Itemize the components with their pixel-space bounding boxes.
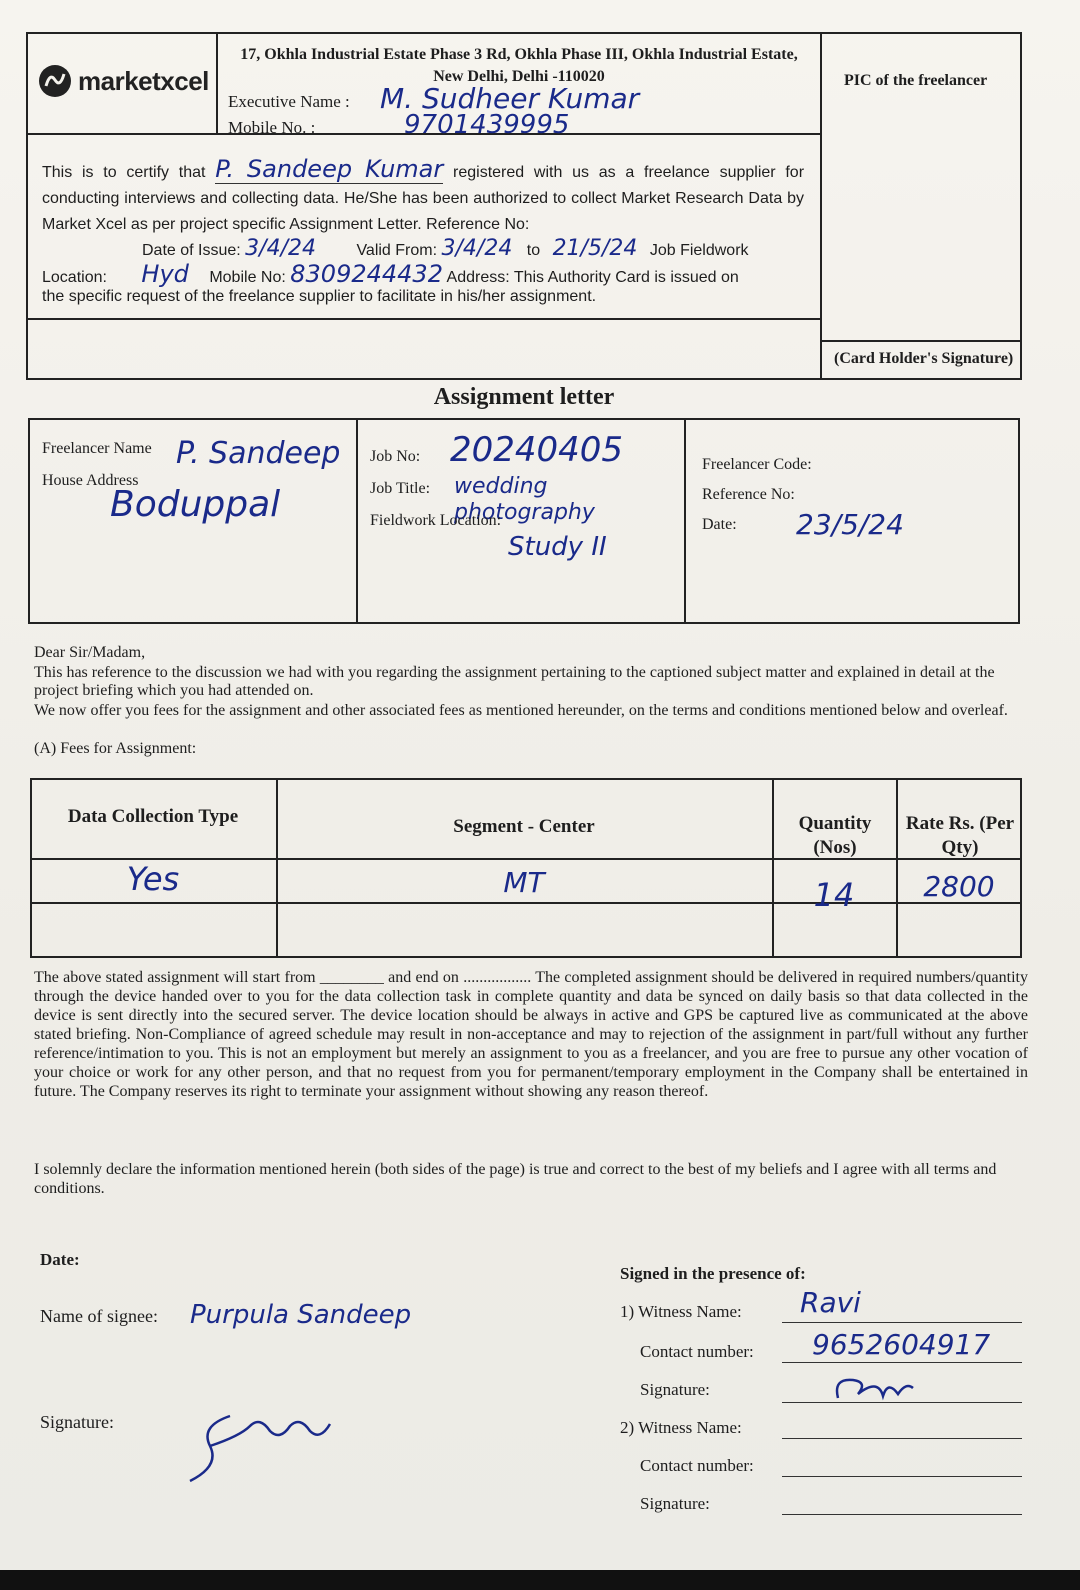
job-no-value: 20240405 — [450, 430, 624, 470]
location-line — [42, 260, 804, 288]
valid-from-label: Valid From: — [356, 242, 438, 259]
witness2-name-label: 2) Witness Name: — [620, 1418, 742, 1437]
signature1-label: Signature: — [640, 1380, 710, 1399]
issue-line — [42, 236, 804, 261]
job-fieldwork-text: Job Fieldwork — [649, 242, 749, 259]
address-suffix: Address: This Authority Card is issued on — [446, 269, 739, 286]
job-no-label: Job No: — [370, 448, 421, 465]
location-value: Hyd — [141, 260, 189, 288]
freelancer-name-label: Freelancer Name — [42, 440, 152, 457]
freelancer-code-label: Freelancer Code: — [702, 456, 812, 473]
freelancer-name-value: P. Sandeep — [176, 436, 341, 471]
fees-row1-quantity: 14 — [813, 876, 855, 914]
assignment-heading: Assignment letter — [433, 384, 615, 410]
mobile2-value: 8309244432 — [290, 260, 443, 288]
valid-from-value: 3/4/24 — [441, 236, 513, 261]
certify-text: registered with us as a freelance supplier for conducting interviews and collecting data. He/She has been authorized to collect Market Research Data by Market Xcel as per project specific Assignment Letter. Reference No: — [42, 164, 805, 233]
request-line: the specific request of the freelance supplier to facilitate in his/her assignment. — [42, 288, 597, 305]
date-issue-label: Date of Issue: — [142, 242, 241, 259]
mobile-no-value: 9701439995 — [404, 110, 570, 140]
fees-header-quantity: Quantity (Nos) — [798, 813, 872, 858]
signee-date-label: Date: — [40, 1250, 80, 1269]
witness1-name-label: 1) Witness Name: — [620, 1302, 742, 1321]
witness1-name-value: Ravi — [800, 1286, 861, 1319]
executive-name-label: Executive Name : — [228, 92, 350, 111]
fees-row1-type: Yes — [126, 860, 180, 898]
salutation: Dear Sir/Madam, — [34, 644, 146, 661]
reference-no-label: Reference No: — [702, 486, 795, 503]
fieldwork-location-label: Fieldwork Location: — [370, 512, 502, 529]
valid-to-value: 21/5/24 — [552, 236, 638, 261]
letter-para-2: We now offer you fees for the assignment and other associated fees as mentioned hereunder, on the terms and conditions mentioned below and overleaf. — [34, 702, 1008, 719]
job-title-label: Job Title: — [370, 480, 431, 497]
mobile2-label: Mobile No: — [209, 269, 286, 286]
fees-header-rate: Rate Rs. (Per Qty) — [905, 813, 1015, 858]
witness1-signature-mark — [828, 1368, 918, 1408]
contact1-label: Contact number: — [640, 1342, 754, 1361]
signee-signature-mark — [180, 1396, 350, 1486]
card-holder-signature-label: (Card Holder's Signature) — [834, 350, 1014, 367]
executive-name-value: M. Sudheer Kumar — [380, 82, 640, 115]
marketxcel-logo — [38, 64, 210, 100]
house-address-label: House Address — [42, 472, 139, 489]
scan-edge-shadow — [0, 1570, 1080, 1590]
contact2-label: Contact number: — [640, 1456, 754, 1475]
date-label: Date: — [702, 516, 737, 533]
valid-to-label: to — [526, 242, 541, 259]
fees-heading: (A) Fees for Assignment: — [34, 740, 197, 757]
fees-row1-segment: MT — [503, 866, 545, 899]
certify-paragraph — [42, 156, 804, 238]
pic-label: PIC of the freelancer — [844, 72, 988, 89]
date-value: 23/5/24 — [796, 508, 904, 541]
fees-header-type: Data Collection Type — [67, 806, 239, 827]
letter-para-1: This has reference to the discussion we had with you regarding the assignment pertaining to the captioned subject matter and explained in detail at the project briefing which you had attended on. — [34, 664, 995, 699]
mobile-no-label: Mobile No. : — [228, 118, 316, 137]
job-title-value: wedding photography — [454, 474, 595, 525]
date-issue-value: 3/4/24 — [245, 236, 316, 261]
logo-text: marketxcel — [78, 66, 209, 96]
terms-paragraph: The above stated assignment will start from ________ and end on ................. The completed assignment should be delivered in required numbers/quantity through the device handed over to you for the data collection task in complete quantity and data be synced on daily basis so that data collected in the device is sent directly into the secured server. The device location should be always in active and GPS be captured live as communicated at the above stated briefing. Non-Compliance of agreed schedule may result in non-acceptance and may to rejection of the assignment in part/full without any further reference/intimation to you. This is not an employment but merely an assignment to you as a freelancer, and you are free to pursue any other vocation of your choice or work for any other person, and that no request from you for permanent/temporary employment in the Company shall be entertained in future. The Company reserves its right to terminate your assignment without showing any reason thereof. — [34, 969, 1028, 1100]
declaration: I solemnly declare the information mentioned herein (both sides of the page) is true and correct to the best of my beliefs and I agree with all terms and conditions. — [34, 1161, 997, 1197]
company-address: 17, Okhla Industrial Estate Phase 3 Rd, Okhla Phase III, Okhla Industrial Estate, New Delhi, Delhi -110020 — [240, 46, 798, 85]
signee-name-label: Name of signee: — [40, 1306, 158, 1326]
signee-signature-label: Signature: — [40, 1412, 114, 1432]
presence-label: Signed in the presence of: — [620, 1264, 806, 1283]
contact1-value: 9652604917 — [812, 1328, 991, 1361]
certify-intro: This is to certify that — [42, 164, 206, 181]
signee-name-value: Purpula Sandeep — [190, 1300, 412, 1330]
house-address-value: Boduppal — [110, 484, 281, 525]
signature2-label: Signature: — [640, 1494, 710, 1513]
fees-row1-rate: 2800 — [923, 870, 995, 903]
certified-name: P. Sandeep Kumar — [215, 155, 444, 183]
fees-header-segment: Segment - Center — [453, 816, 595, 837]
fieldwork-location-value: Study II — [508, 532, 607, 562]
location-label: Location: — [42, 269, 107, 286]
